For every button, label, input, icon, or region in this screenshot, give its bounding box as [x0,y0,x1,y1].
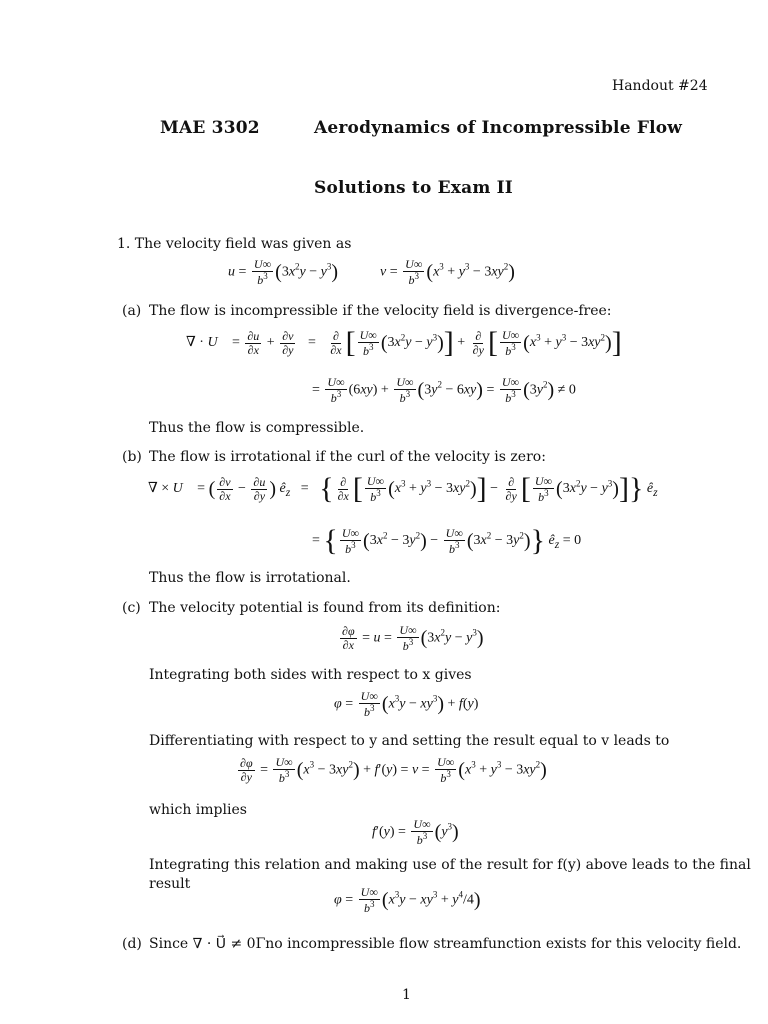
part-d-statement: Since ∇ · U⃗ ≠ 0Γno incompressible flow streamfunction exists for this velocity field. [149,936,742,952]
part-b-statement: The flow is irrotational if the curl of the velocity is zero: [149,449,546,465]
part-a-statement: The flow is incompressible if the velocity field is divergence-free: [149,303,612,319]
divergence-equation-line2: = $\frac{U\infty}{b^3}$ (6xy) + $\frac{U\infty}{b^3}$ $(3y^2 - 6xy)$ = $\frac{U\infty}{b^3}$ $(3y^2) \ne 0$ [312,375,576,405]
part-c-step4-line2: result [149,876,191,892]
part-a-conclusion: Thus the flow is compressible. [149,420,365,436]
part-c-step3: which implies [149,802,247,818]
part-c-step4-line1: Integrating this relation and making use of the result for f(y) above leads to the final [149,857,751,873]
part-c-statement: The velocity potential is found from its definition: [149,600,501,616]
part-c-step1: Integrating both sides with respect to x gives [149,667,472,683]
part-b-label: (b) [122,449,142,465]
potential-definition-equation: $\frac{\partial\varphi}{\partial x}$ = u = $\frac{U\infty}{b^3}$ $(3x^2y - y^3)$ [342,623,484,653]
exam-title: Solutions to Exam II [314,178,513,198]
part-c-step2: Differentiating with respect to y and setting the result equal to v leads to [149,733,670,749]
course-title: Aerodynamics of Incompressible Flow [314,118,683,138]
part-c-label: (c) [122,600,141,616]
potential-integrated-equation: φ = $\frac{U\infty}{b^3}$ $(x^3y - xy^3) + f(y)$ [334,689,479,719]
divergence-equation-line1: ∇ · U⃗ = $\frac{\partial u}{\partial x}$ + $\frac{\partial v}{\partial y}$ = $\frac{\partial}{\partial x}$ [ $\frac{U\infty}{b^3}$ $(3x^2y - y^3)$] + $\frac{\partial}{\partial y}$ [ $\frac{U\infty}{b^3}$ $(x^3 + y^3 - 3xy^2)$] [186,326,622,359]
curl-equation-line2: = { $\frac{U\infty}{b^3}$ $(3x^2 - 3y^2)$ − $\frac{U\infty}{b^3}$ $(3x^2 - 3y^2)$} $ê_z = 0$ [312,524,582,557]
final-potential-equation: φ = $\frac{U\infty}{b^3}$ $(x^3y - xy^3 + y^4/4)$ [334,885,481,915]
handout-number: Handout #24 [612,78,708,94]
page-number: 1 [402,987,411,1003]
part-a-label: (a) [122,303,142,319]
curl-equation-line1: ∇ × U⃗ = ( $\frac{\partial v}{\partial x}$ − $\frac{\partial u}{\partial y}$ ) $ê_z$ = { $\frac{\partial}{\partial x}$ [ $\frac{U\infty}{b^3}$ $(x^3 + y^3 - 3xy^2)$] − $\frac{\partial}{\partial y}$ [ $\frac{U\infty}{b^3}$ $(3x^2y - y^3)$]} $ê_z$ [148,472,658,505]
velocity-field-equations: u = $\frac{U\infty}{b^3}$ $(3x^2y - y^3)$ v = $\frac{U\infty}{b^3}$ $(x^3 + y^3 - 3xy^2)$ [228,257,515,287]
potential-derivative-equation: $\frac{\partial\varphi}{\partial y}$ = $\frac{U\infty}{b^3}$ $(x^3 - 3xy^2) + f'(y) = v$ = $\frac{U\infty}{b^3}$ $(x^3 + y^3 - 3xy^2)$ [240,755,547,785]
part-d-label: (d) [122,936,142,952]
part-b-conclusion: Thus the flow is irrotational. [149,570,351,586]
course-code: MAE 3302 [160,118,260,138]
problem-intro: 1. The velocity field was given as [117,236,352,252]
fprime-equation: f′(y) = $\frac{U\infty}{b^3}$ $(y^3)$ [372,817,459,847]
